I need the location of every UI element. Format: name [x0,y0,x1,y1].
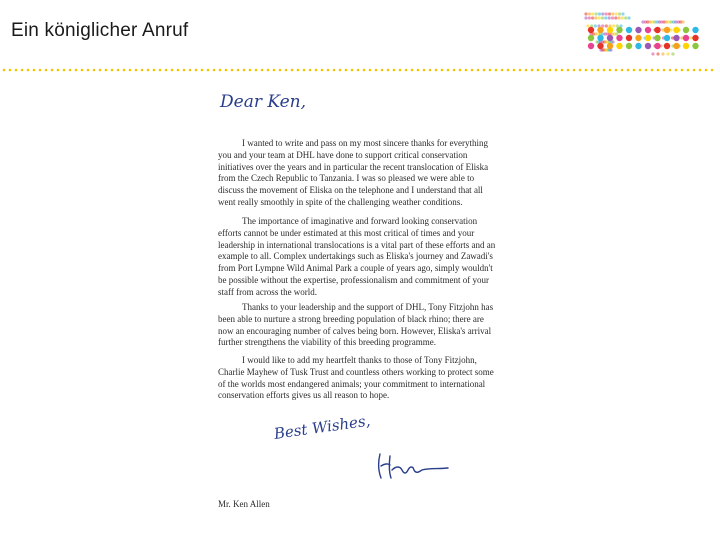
divider-dot [27,69,30,72]
divider-dot [447,69,450,72]
divider-dot [117,69,120,72]
divider-dot [711,69,714,72]
divider-dot [543,69,546,72]
divider-dot [507,69,510,72]
divider-dot [501,69,504,72]
divider-dot [69,69,72,72]
divider-dot [531,69,534,72]
divider-dot [645,69,648,72]
divider-dot [339,69,342,72]
divider-dot [237,69,240,72]
divider-dot [423,69,426,72]
divider-dot [615,69,618,72]
divider-dot [99,69,102,72]
divider-dot [351,69,354,72]
divider-dot [429,69,432,72]
letter-paragraph-4: I would like to add my heartfelt thanks to those of Tony Fitzjohn, Charlie Mayhew of Tusk Trust and countless others working to protect some of the worlds most endangered animals; your commitment to international conservation efforts gives us all reason to hope. [218,355,494,401]
divider-dot [555,69,558,72]
divider-dot [39,69,42,72]
divider-dot [159,69,162,72]
divider-dot [483,69,486,72]
letter-sender: Mr. Ken Allen [218,499,270,509]
divider-dot [609,69,612,72]
divider-dot [81,69,84,72]
divider-dot [189,69,192,72]
divider-dot [675,69,678,72]
divider-dot [699,69,702,72]
divider-dot [249,69,252,72]
divider-dot [471,69,474,72]
divider-dot [633,69,636,72]
divider-dot [495,69,498,72]
divider-dot [213,69,216,72]
divider-dot [459,69,462,72]
letter-salutation: Dear Ken, [220,92,307,112]
divider-dot [177,69,180,72]
letter-paragraph-1: I wanted to write and pass on my most sincere thanks for everything you and your team at DHL have done to support critical conservation initiatives over the years and in particular the recent translocation of Eliska from the Czech Republic to Tanzania. I was so pleased we were able to discuss the movement of Eliska on the telephone and I understand that all went really smoothly in spite of the challenging weather conditions. [218,138,489,207]
divider-dot [15,69,18,72]
divider-dot [393,69,396,72]
divider-dot [87,69,90,72]
divider-dot [603,69,606,72]
divider-dot [705,69,708,72]
divider-dot [51,69,54,72]
divider-dot [57,69,60,72]
divider-dot [219,69,222,72]
divider-dot [279,69,282,72]
divider-dot [261,69,264,72]
divider-dot [333,69,336,72]
dotted-divider [2,68,714,72]
divider-dot [315,69,318,72]
divider-dot [381,69,384,72]
divider-dot [321,69,324,72]
divider-dot [129,69,132,72]
divider-dot [567,69,570,72]
divider-dot [21,69,24,72]
divider-dot [63,69,66,72]
divider-dot [309,69,312,72]
divider-dot [651,69,654,72]
divider-dot [477,69,480,72]
divider-dot [681,69,684,72]
letter-paragraph-2: The importance of imaginative and forward looking conservation efforts cannot be under estimated at this most critical of times and your leadership in international translocations is a vital part of these efforts and an example to all. Complex undertakings such as Eliska's journey and Zawadi's from Port Lympne Wild Animal Park a couple of years ago, simply wouldn't be possible without the expertise, professionalism and commitment of your staff from across the world. [218,216,496,297]
divider-dot [489,69,492,72]
divider-dot [417,69,420,72]
divider-dot [399,69,402,72]
handwritten-signature [372,448,452,482]
divider-dot [549,69,552,72]
divider-dot [657,69,660,72]
divider-dot [207,69,210,72]
divider-dot [513,69,516,72]
divider-dot [225,69,228,72]
divider-dot [255,69,258,72]
world-map-dots-logo [583,8,709,64]
divider-dot [93,69,96,72]
divider-dot [231,69,234,72]
divider-dot [387,69,390,72]
divider-dot [369,69,372,72]
divider-dot [147,69,150,72]
divider-dot [111,69,114,72]
divider-dot [201,69,204,72]
divider-dot [525,69,528,72]
divider-dot [375,69,378,72]
divider-dot [45,69,48,72]
divider-dot [537,69,540,72]
divider-dot [105,69,108,72]
divider-dot [165,69,168,72]
divider-dot [669,69,672,72]
divider-dot [267,69,270,72]
divider-dot [585,69,588,72]
divider-dot [693,69,696,72]
divider-dot [627,69,630,72]
divider-dot [357,69,360,72]
divider-dot [273,69,276,72]
divider-dot [3,69,6,72]
divider-dot [591,69,594,72]
divider-dot [303,69,306,72]
divider-dot [9,69,12,72]
letter-paragraph-3: Thanks to your leadership and the support of DHL, Tony Fitzjohn has been able to nurture a strong breeding population of black rhino; there are now an encouraging number of calves being born. However, Eliska's arrival further strengthens the viability of this breeding programme. [218,302,494,348]
divider-dot [453,69,456,72]
divider-dot [519,69,522,72]
slide-title: Ein königlicher Anruf [11,20,189,41]
divider-dot [465,69,468,72]
divider-dot [411,69,414,72]
divider-dot [153,69,156,72]
divider-dot [363,69,366,72]
letter-scan [200,86,540,526]
divider-dot [183,69,186,72]
divider-dot [141,69,144,72]
divider-dot [639,69,642,72]
divider-dot [573,69,576,72]
divider-dot [597,69,600,72]
divider-dot [75,69,78,72]
divider-dot [663,69,666,72]
divider-dot [171,69,174,72]
divider-dot [441,69,444,72]
divider-dot [687,69,690,72]
divider-dot [435,69,438,72]
divider-dot [297,69,300,72]
divider-dot [135,69,138,72]
divider-dot [291,69,294,72]
divider-dot [327,69,330,72]
letter-closing: Best Wishes, [272,411,372,443]
divider-dot [345,69,348,72]
divider-dot [123,69,126,72]
divider-dot [621,69,624,72]
divider-dot [405,69,408,72]
divider-dot [285,69,288,72]
divider-dot [33,69,36,72]
divider-dot [561,69,564,72]
divider-dot [579,69,582,72]
divider-dot [195,69,198,72]
divider-dot [243,69,246,72]
